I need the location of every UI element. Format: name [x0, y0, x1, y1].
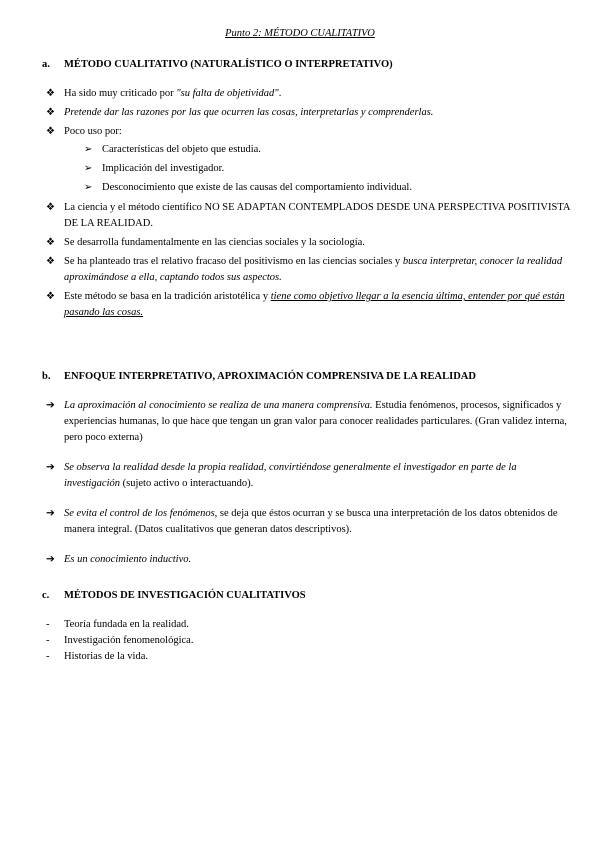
sub-list-item: ➢ Características del objeto que estudia. [84, 142, 570, 158]
dash-bullet: - [46, 619, 50, 630]
list-item: ➔ Se observa la realidad desde la propia realidad, convirtiéndose generalmente el investigador en parte de la investigación (sujeto activo o interactuando). [46, 460, 570, 492]
section-c-list [46, 617, 570, 665]
arrow-right-icon: ➔ [46, 508, 55, 519]
section-b-title: ENFOQUE INTERPRETATIVO, APROXIMACIÓN COMPRENSIVA DE LA REALIDAD [64, 371, 476, 382]
diamond-bullet-icon: ❖ [46, 237, 55, 248]
diamond-bullet-icon: ❖ [46, 291, 55, 302]
section-c-title: MÉTODOS DE INVESTIGACIÓN CUALITATIVOS [64, 590, 306, 601]
list-item: ❖ La ciencia y el método científico NO SE ADAPTAN CONTEMPLADOS DESDE UNA PERSPECTIVA POSITIVISTA DE LA REALIDAD. [46, 200, 570, 232]
list-item: ❖ Ha sido muy criticado por "su falta de objetividad". [46, 86, 570, 102]
diamond-bullet-icon: ❖ [46, 202, 55, 213]
list-item: ❖ Poco uso por: [46, 124, 570, 140]
list-item: ➔ Se evita el control de los fenómenos, se deja que éstos ocurran y se busca una interpretación de los datos obtenidos de manera integral. (Datos cualitativos que generan datos descriptivos). [46, 506, 570, 538]
section-c-letter: c. [42, 590, 50, 601]
dash-bullet: - [46, 635, 50, 646]
list-item: ❖ Se ha planteado tras el relativo fracaso del positivismo en las ciencias sociales y busca interpretar, conocer la realidad aproximándose a ella, captando todos sus aspectos. [46, 254, 570, 286]
arrowhead-bullet-icon: ➢ [84, 144, 93, 155]
sub-list-item: ➢ Desconocimiento que existe de las causas del comportamiento individual. [84, 180, 570, 196]
diamond-bullet-icon: ❖ [46, 107, 55, 118]
sub-list [84, 142, 570, 196]
dash-bullet: - [46, 651, 50, 662]
arrowhead-bullet-icon: ➢ [84, 163, 93, 174]
list-item: ❖ Se desarrolla fundamentalmente en las ciencias sociales y la sociología. [46, 235, 570, 251]
section-b-list [46, 398, 570, 582]
section-a-letter: a. [42, 59, 50, 70]
section-b-heading [42, 369, 476, 385]
list-item: ❖ Este método se basa en la tradición aristotélica y tiene como objetivo llegar a la esencia última, entender por qué están pasando las cosas. [46, 289, 570, 321]
diamond-bullet-icon: ❖ [46, 88, 55, 99]
section-a-list [46, 86, 570, 324]
arrow-right-icon: ➔ [46, 462, 55, 473]
arrow-right-icon: ➔ [46, 400, 55, 411]
section-b-letter: b. [42, 371, 51, 382]
list-item: ➔ Es un conocimiento inductivo. [46, 552, 570, 568]
diamond-bullet-icon: ❖ [46, 126, 55, 137]
list-item: - Historias de la vida. [46, 649, 570, 665]
sub-list-item: ➢ Implicación del investigador. [84, 161, 570, 177]
page-title: Punto 2: MÉTODO CUALITATIVO [225, 28, 375, 39]
section-a-title: MÉTODO CUALITATIVO (NATURALÍSTICO O INTERPRETATIVO) [64, 59, 393, 70]
list-item: ❖ Pretende dar las razones por las que ocurren las cosas, interpretarlas y comprenderlas. [46, 105, 570, 121]
list-item: - Investigación fenomenológica. [46, 633, 570, 649]
section-a-heading [42, 57, 393, 73]
section-c-heading [42, 588, 306, 604]
arrowhead-bullet-icon: ➢ [84, 182, 93, 193]
arrow-right-icon: ➔ [46, 554, 55, 565]
list-item: ➔ La aproximación al conocimiento se realiza de una manera comprensiva. Estudia fenómenos, procesos, significados y experiencias humanas, lo que hace que tengan un gran valor para conocer realidades particulares. (Gran validez interna, pero poco externa) [46, 398, 570, 446]
list-item: - Teoría fundada en la realidad. [46, 617, 570, 633]
diamond-bullet-icon: ❖ [46, 256, 55, 267]
